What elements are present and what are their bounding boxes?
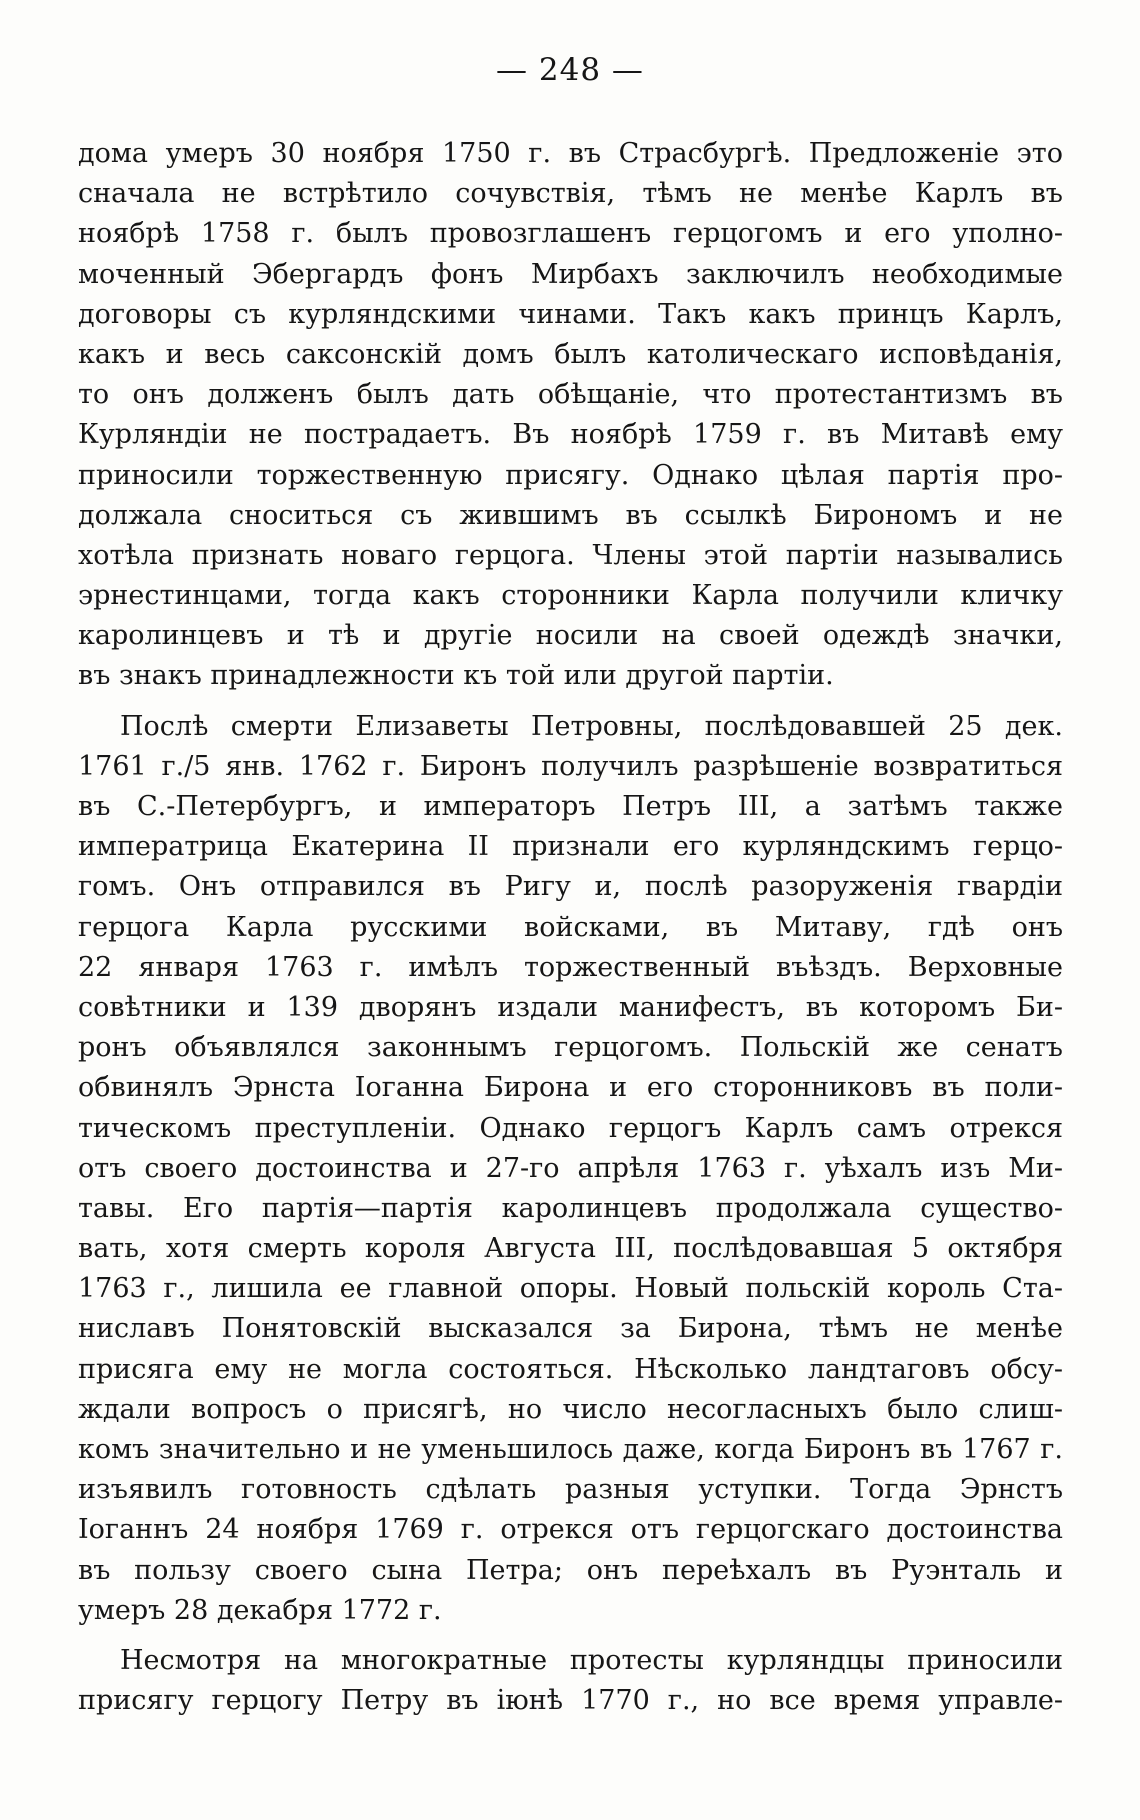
- text-line: тическомъ преступленіи. Однако герцогъ Карлъ самъ отрекся: [78, 1112, 1063, 1144]
- page-number: — 248 —: [496, 52, 644, 88]
- text-line: обвинялъ Эрнста Іоганна Бирона и его сторонниковъ въ поли-: [78, 1072, 1063, 1104]
- text-line: совѣтники и 139 дворянъ издали манифестъ, въ которомъ Би-: [78, 991, 1063, 1023]
- text-line: 1761 г./5 янв. 1762 г. Биронъ получилъ разрѣшеніе возвратиться: [78, 750, 1063, 782]
- paragraph-gap: [78, 697, 1063, 707]
- text-line: изъявилъ готовность сдѣлать разныя уступки. Тогда Эрнстъ: [78, 1474, 1063, 1506]
- text-line: ждали вопросъ о присягѣ, но число несогласныхъ было слиш-: [78, 1393, 1063, 1425]
- text-line: ниславъ Понятовскій высказался за Бирона, тѣмъ не менѣе: [78, 1313, 1063, 1345]
- text-line: ноябрѣ 1758 г. былъ провозглашенъ герцогомъ и его уполно-: [78, 218, 1063, 250]
- text-line: въ знакъ принадлежности къ той или другой партіи.: [78, 660, 834, 692]
- text-line: императрица Екатерина II признали его курляндскимъ герцо-: [78, 831, 1063, 863]
- paragraph-2: [78, 707, 1063, 1631]
- text-line: какъ и весь саксонскій домъ былъ католическаго исповѣданія,: [78, 338, 1063, 370]
- body-text: [78, 134, 1063, 1721]
- text-line: Послѣ смерти Елизаветы Петровны, послѣдовавшей 25 дек.: [120, 710, 1063, 742]
- text-line: ронъ объявлялся законнымъ герцогомъ. Польскій же сенатъ: [78, 1032, 1063, 1064]
- text-line: приносили торжественную присягу. Однако цѣлая партія про-: [78, 459, 1063, 491]
- text-line: отъ своего достоинства и 27-го апрѣля 1763 г. уѣхалъ изъ Ми-: [78, 1152, 1063, 1184]
- text-line: Несмотря на многократные протесты курляндцы приносили: [120, 1644, 1063, 1676]
- paragraph-1: [78, 134, 1063, 697]
- text-line: то онъ долженъ былъ дать обѣщаніе, что протестантизмъ въ: [78, 379, 1063, 411]
- text-line: Іоганнъ 24 ноября 1769 г. отрекся отъ герцогскаго достоинства: [78, 1514, 1063, 1546]
- text-line: герцога Карла русскими войсками, въ Митаву, гдѣ онъ: [78, 911, 1063, 943]
- text-line: присяга ему не могла состояться. Нѣсколько ландтаговъ обсу-: [78, 1353, 1063, 1385]
- text-line: 1763 г., лишила ее главной опоры. Новый польскій король Ста-: [78, 1273, 1063, 1305]
- text-line: тавы. Его партія—партія каролинцевъ продолжала существо-: [78, 1192, 1063, 1224]
- text-line: въ С.-Петербургъ, и императоръ Петръ III, а затѣмъ также: [78, 791, 1063, 822]
- text-line: моченный Эбергардъ фонъ Мирбахъ заключилъ необходимые: [78, 258, 1063, 290]
- text-line: сначала не встрѣтило сочувствія, тѣмъ не менѣе Карлъ въ: [78, 178, 1063, 210]
- text-line: договоры съ курляндскими чинами. Такъ какъ принцъ Карлъ,: [78, 298, 1063, 330]
- text-line: умеръ 28 декабря 1772 г.: [78, 1594, 442, 1626]
- text-line: вать, хотя смерть короля Августа III, послѣдовавшая 5 октября: [78, 1233, 1063, 1265]
- text-line: Курляндіи не пострадаетъ. Въ ноябрѣ 1759 г. въ Митавѣ ему: [78, 419, 1063, 451]
- text-line: должала сноситься съ жившимъ въ ссылкѣ Бирономъ и не: [78, 499, 1063, 531]
- text-line: присягу герцогу Петру въ іюнѣ 1770 г., но все время управле-: [78, 1685, 1063, 1717]
- paragraph-gap: [78, 1631, 1063, 1641]
- text-line: комъ значительно и не уменьшилось даже, когда Биронъ въ 1767 г.: [78, 1434, 1063, 1465]
- text-line: гомъ. Онъ отправился въ Ригу и, послѣ разоруженія гвардіи: [78, 871, 1063, 903]
- text-line: хотѣла признать новаго герцога. Члены этой партіи назывались: [78, 539, 1063, 571]
- text-line: 22 января 1763 г. имѣлъ торжественный въѣздъ. Верховные: [78, 951, 1063, 983]
- text-line: эрнестинцами, тогда какъ сторонники Карла получили кличку: [78, 580, 1063, 612]
- paragraph-3: [78, 1641, 1063, 1721]
- text-line: дома умеръ 30 ноября 1750 г. въ Страсбургѣ. Предложеніе это: [78, 138, 1063, 169]
- text-line: въ пользу своего сына Петра; онъ переѣхалъ въ Руэнталь и: [78, 1554, 1063, 1586]
- text-line: каролинцевъ и тѣ и другіе носили на своей одеждѣ значки,: [78, 620, 1063, 652]
